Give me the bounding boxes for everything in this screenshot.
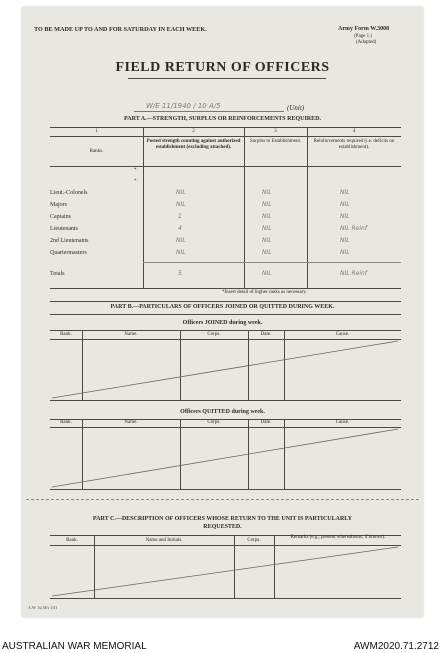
surplus-value: NIL: [262, 189, 272, 196]
part-c-col-corps: Corps.: [247, 538, 261, 543]
archive-footer: [0, 633, 442, 653]
joined-col-rank: Rank.: [60, 332, 72, 337]
posted-value: 4: [178, 225, 182, 232]
quitted-col-cause: Cause.: [335, 420, 350, 425]
rank-label: Quartermasters: [50, 250, 87, 256]
quitted-title: Officers QUITTED during week.: [180, 409, 265, 415]
col-header-surplus: Surplus to Establishment.: [249, 139, 302, 144]
posted-value: 1: [178, 213, 182, 220]
star-row-2: *: [134, 179, 137, 184]
totals-label: Totals: [50, 271, 65, 277]
top-note: TO BE MADE UP TO AND FOR SATURDAY IN EACH WEEK.: [34, 26, 207, 33]
title-underline: [128, 78, 326, 79]
part-c-heading-line1: PART C.—DESCRIPTION OF OFFICERS WHOSE RETURN TO THE UNIT IS PARTICULARLY: [92, 516, 353, 522]
totals-reinforcement: NIL Reinf: [340, 270, 367, 277]
footer-accession-number: AWM2020.71.2712: [353, 641, 439, 652]
unit-handwritten: W/E 11/1940 / 10 A/5: [146, 102, 221, 110]
reinforcement-value: NIL: [340, 249, 350, 256]
part-c-col-remarks: Remarks (e.g., present whereabouts, if known).: [290, 535, 386, 540]
quitted-col-date: Date.: [260, 420, 272, 425]
quitted-col-name: Name.: [124, 420, 138, 425]
joined-col-corps: Corps.: [207, 332, 221, 337]
surplus-value: NIL: [262, 249, 272, 256]
form-sheet: [22, 7, 423, 617]
quitted-cancel-line: [50, 427, 401, 489]
rank-label: 2nd Lieutenants: [50, 238, 89, 244]
unit-line: [134, 111, 284, 112]
part-c-cancel-line: [50, 545, 401, 598]
page-note: (Page 1.): [354, 34, 373, 39]
col-number-3: 3: [274, 129, 277, 134]
joined-cancel-line: [50, 339, 401, 400]
joined-title: Officers JOINED during week.: [182, 320, 263, 326]
footer-institution: AUSTRALIAN WAR MEMORIAL: [2, 641, 147, 652]
reinforcement-value: NIL: [340, 213, 350, 220]
surplus-value: NIL: [262, 225, 272, 232]
col-number-4: 4: [352, 129, 356, 134]
part-c-col-name: Name and Initials.: [145, 538, 183, 543]
print-code: A.W. 1st M/s 1/41: [28, 605, 58, 610]
posted-value: NIL: [176, 237, 186, 244]
reinforcement-value: NIL: [340, 201, 350, 208]
surplus-value: NIL: [262, 213, 272, 220]
quitted-col-corps: Corps.: [207, 420, 221, 425]
reinforcement-value: NIL Reinf: [340, 225, 367, 232]
unit-label: (Unit): [287, 104, 305, 112]
posted-value: NIL: [176, 201, 186, 208]
joined-col-name: Name.: [124, 332, 138, 337]
rank-label: Captains: [50, 214, 71, 220]
quitted-col-rank: Rank.: [60, 420, 72, 425]
joined-col-date: Date.: [260, 332, 272, 337]
surplus-value: NIL: [262, 201, 272, 208]
part-a-footnote: *Insert detail of higher ranks as necessary.: [222, 290, 307, 295]
joined-col-cause: Cause.: [335, 332, 350, 337]
part-c-col-rank: Rank.: [66, 538, 78, 543]
perforation-line: [26, 499, 419, 500]
reinforcement-value: NIL: [340, 189, 350, 196]
posted-value: NIL: [176, 249, 186, 256]
part-c-heading-line2: REQUESTED.: [203, 524, 242, 530]
reinforcement-value: NIL: [340, 237, 350, 244]
rank-label: Majors: [50, 202, 67, 208]
col-number-2: 2: [192, 129, 195, 134]
form-title: FIELD RETURN OF OFFICERS: [115, 60, 330, 75]
posted-value: NIL: [176, 189, 186, 196]
part-a-heading: PART A.—STRENGTH, SURPLUS OR REINFORCEMENTS REQUIRED.: [124, 116, 321, 122]
star-row-1: *: [134, 168, 137, 173]
totals-surplus: NIL: [262, 270, 272, 277]
col-header-posted: Posted strength counting against authorized establishment (excluding attached).: [146, 139, 241, 150]
col-number-1: 1: [95, 129, 98, 134]
surplus-value: NIL: [262, 237, 272, 244]
part-b-heading: PART B.—PARTICULARS OF OFFICERS JOINED OR QUITTED DURING WEEK.: [110, 304, 335, 310]
totals-posted: 5: [178, 270, 182, 277]
col-header-reinforcements: Reinforcements required (i.e. deficits on establishment).: [313, 139, 395, 150]
adapted-note: (Adapted): [356, 40, 377, 45]
col-header-ranks: Ranks.: [89, 149, 104, 154]
army-form-number: Army Form W.3008: [338, 26, 390, 32]
rank-label: Lieut.-Colonels: [50, 190, 88, 196]
rank-label: Lieutenants: [50, 226, 78, 232]
